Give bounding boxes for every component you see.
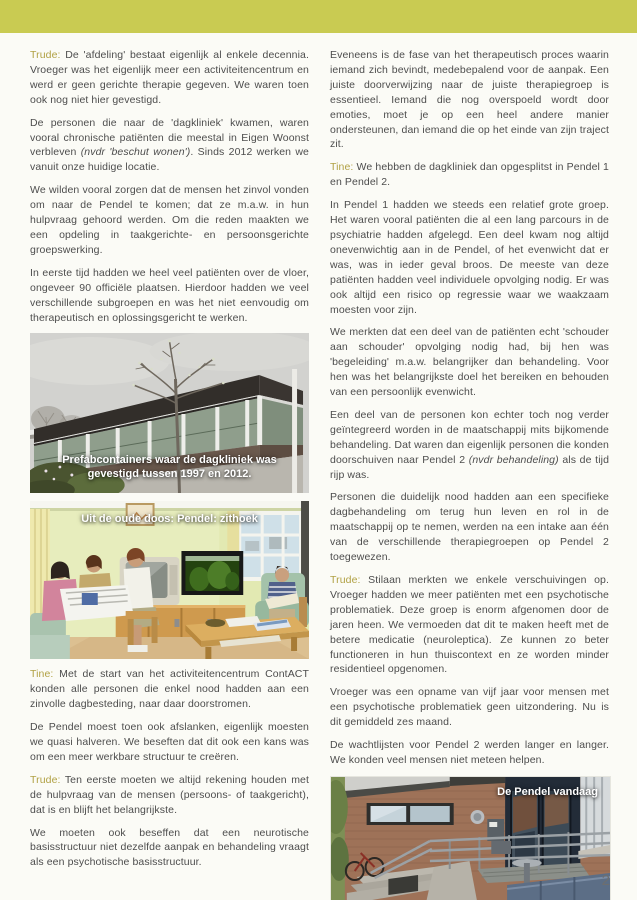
paragraph (330, 48, 609, 152)
paragraph-text: (nvdr behandeling) (468, 453, 559, 466)
header-accent-bar (0, 0, 637, 33)
paragraph-text: als de tijd rijp was. (330, 453, 610, 481)
paragraph (330, 198, 609, 317)
paragraph-text: . Sinds 2012 werken we vanuit onze huidige locatie. (30, 146, 309, 174)
right-column (330, 48, 609, 900)
photo-caption: Uit de oude doos: Pendel: zithoek (81, 513, 258, 526)
paragraph (30, 183, 309, 258)
paragraph-text: De wachtlijsten voor Pendel 2 werden langer en langer. We konden veel mensen niet meteen helpen. (330, 739, 609, 766)
paragraph (30, 667, 309, 712)
paragraph-text: We moeten ook beseffen dat een neurotische basisstructuur niet dezelfde aanpak en behandeling vraagt als een psychotische basisstructuur. (30, 826, 309, 869)
speaker-label: Trude: (30, 49, 61, 61)
paragraph (330, 160, 609, 190)
paragraph (330, 408, 609, 483)
paragraph (330, 325, 609, 400)
paragraph (330, 685, 609, 730)
page-number: 2 (601, 872, 610, 889)
speaker-label: Trude: (30, 773, 61, 786)
paragraph-text: De Pendel moest toen ook afslanken, eigenlijk moesten we quasi halveren. We beseften dat dit ook een kans was om een meer werkbare structuur te creëren. (30, 721, 309, 763)
paragraph-text: Met de start van het activiteitencentrum ContACT konden alle personen die enkel nood hadden aan een zinvolle dagbesteding, naar daar doorstromen. (30, 668, 309, 711)
paragraph-text: Stilaan merkten we enkele verschuivingen op. Vroeger hadden we meer patiënten met een psychotische problematiek. Deze groep is enorm afgenomen door de jaren heen. We vermoeden dat dit te maken heeft met de betere medicatie (neuroleptica). Ze kunnen zo beter functioneren in hun thuiscontext en ze worden minder residentieel opgenomen. (330, 574, 609, 676)
paragraph (330, 490, 609, 565)
paragraph-text: We wilden vooral zorgen dat de mensen het zinvol vonden om naar de Pendel te komen; dat ze m.a.w. in hun hulpvraag gehoord werden. Om die reden maakten we een opdeling in taakgerichte- en persoonsgerichte groepswerking. (30, 184, 309, 256)
paragraph (330, 573, 609, 677)
paragraph-text: De personen die naar de 'dagkliniek' kwamen, waren vooral chronische patiënten die meestal in Eigen Woonst verbleven (30, 116, 309, 159)
paragraph-text: In eerste tijd hadden we heel veel patiënten over de vloer, ongeveer 90 officiële plaatsen. Hierdoor hadden we veel verschillende subgroepen en was het niet eenvoudig om therapeutisch en oplossingsgericht te werken. (30, 266, 309, 324)
photo-zithoek (30, 501, 309, 659)
paragraph-text: Vroeger was een opname van vijf jaar voor mensen met een psychotische problematiek geen uitzondering. Nu is dit gemiddeld zes maand. (330, 686, 609, 729)
left-paragraphs-bottom (30, 667, 309, 870)
paragraph (330, 738, 609, 768)
speaker-label: Tine: (330, 161, 354, 174)
photo-prefab-containers (30, 333, 309, 493)
left-column (30, 48, 309, 900)
paragraph-text: We merkten dat een deel van de patiënten echt 'schouder aan schouder' opvolging nodig had, bij hen was 'begeleiding' m.a.w. belangrijker dan behandeling. Voor hen was het belangrijkste doel het bereiken en behouden van een persoonlijk evenwicht. (330, 326, 609, 399)
paragraph-text: (nvdr 'beschut wonen') (80, 146, 191, 159)
left-paragraphs-top (30, 48, 309, 325)
speaker-label: Trude: (330, 574, 361, 586)
paragraph (30, 266, 309, 326)
paragraph (30, 773, 309, 818)
paragraph (30, 720, 309, 765)
paragraph (30, 826, 309, 871)
paragraph-text: Personen die duidelijk nood hadden aan een specifieke dagbehandeling om terug hun leven en rol in de maatschappij op te nemen, werden na een intake aan één van de verschillende therapiegroepen op Pendel 2 toegewezen. (330, 491, 609, 564)
paragraph-text: In Pendel 1 hadden we steeds een relatief grote groep. Het waren vooral patiënten die al een lang parcours in de psychiatrie hadden afgelegd. Een deel kwam nog altijd onevenwichtig aan in de Pendel, of het evenwicht dat er was, was in ieder geval broos. De meeste van deze patiënten hadden veel individuele opvolging nodig. Er was ook altijd een risico op regressie waar we waakzaam moesten voor zijn. (330, 199, 609, 316)
photo-caption: Prefabcontainers waar de dagkliniek was gevestigd tussen 1997 en 2012. (62, 453, 277, 481)
two-column-layout (0, 33, 637, 900)
paragraph (30, 48, 309, 108)
paragraph-text: De 'afdeling' bestaat eigenlijk al enkele decennia. Vroeger was het eigenlijk meer een activiteitencentrum en werd er geen gerichte therapie gegeven. We waren toen ook nog niet hier gevestigd. (30, 49, 309, 106)
photo-caption: De Pendel vandaag (497, 785, 598, 798)
paragraph (30, 116, 309, 176)
photo-pendel-vandaag (330, 776, 611, 900)
paragraph-text: Ten eerste moeten we altijd rekening houden met de hulpvraag van de mensen (persoons- of taakgericht), dat is en blijft het belangrijkste. (30, 773, 309, 816)
right-paragraphs (330, 48, 609, 768)
paragraph-text: We hebben de dagkliniek dan opgesplitst in Pendel 1 en Pendel 2. (330, 161, 609, 189)
paragraph-text: Een deel van de personen kon echter toch nog verder geïntegreerd worden in de maatschappij mits bijkomende behandeling. Dat waren dan eigenlijk personen die konden doorschuiven naar Pendel 2 (330, 408, 609, 466)
speaker-label: Tine: (30, 668, 54, 681)
paragraph-text: Eveneens is de fase van het therapeutisch proces waarin iemand zich bevindt, medebepalend voor de aanpak. Een juiste doorverwijzing naar de juiste therapiegroep is essentieel. Iemand die nog overspoeld wordt door emoties, moet je op een heel andere manier ondersteunen, dan iemand die op het einde van zijn traject zit. (330, 49, 609, 151)
